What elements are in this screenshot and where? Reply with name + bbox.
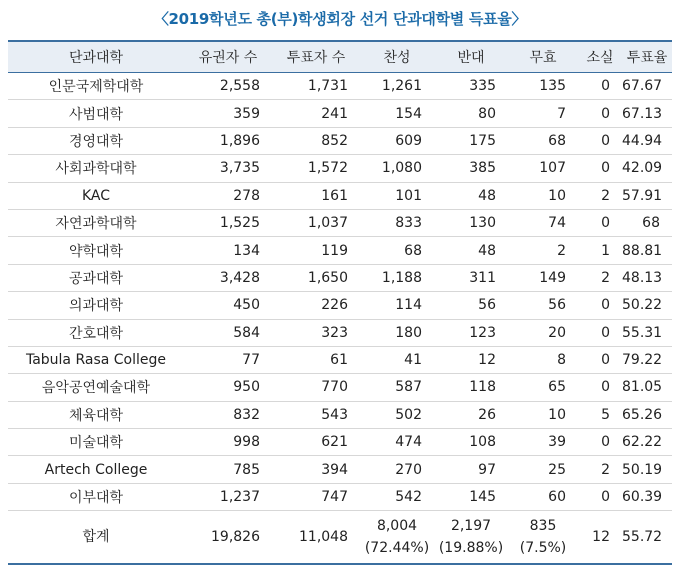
yes-count: 114 (360, 292, 434, 319)
invalid-count: 56 (508, 292, 578, 319)
turnout-rate: 62.22 (622, 429, 672, 456)
voters-count: 1,525 (184, 209, 272, 236)
voters-count: 950 (184, 374, 272, 401)
table-row (8, 401, 672, 428)
header-rate: 투표율 (626, 50, 668, 66)
invalid-count: 65 (508, 374, 578, 401)
total-yes-pct: (72.44%) (364, 540, 430, 557)
college-name: 음악공연예술대학 (8, 374, 184, 401)
voters-count: 832 (184, 401, 272, 428)
voters-count: 785 (184, 456, 272, 483)
turnout-rate: 79.22 (622, 346, 672, 373)
table-row (8, 100, 672, 127)
no-count: 80 (434, 100, 508, 127)
turnout-count: 119 (272, 237, 360, 264)
total-row (8, 511, 672, 565)
table-row (8, 155, 672, 182)
no-count: 311 (434, 264, 508, 291)
header-invalid: 무효 (529, 50, 557, 66)
total-rate: 55.72 (622, 511, 672, 565)
total-no-cell (434, 511, 508, 565)
total-no: 2,197 (450, 518, 492, 535)
lost-count: 0 (578, 319, 622, 346)
turnout-rate: 50.19 (622, 456, 672, 483)
lost-count: 0 (578, 429, 622, 456)
turnout-rate: 65.26 (622, 401, 672, 428)
college-name: 사범대학 (8, 100, 184, 127)
lost-count: 1 (578, 237, 622, 264)
college-name: 자연과학대학 (8, 209, 184, 236)
total-yes: 8,004 (376, 518, 418, 535)
voters-count: 134 (184, 237, 272, 264)
invalid-count: 25 (508, 456, 578, 483)
lost-count: 0 (578, 209, 622, 236)
no-count: 123 (434, 319, 508, 346)
table-row (8, 237, 672, 264)
turnout-count: 394 (272, 456, 360, 483)
turnout-rate: 55.31 (622, 319, 672, 346)
turnout-count: 543 (272, 401, 360, 428)
yes-count: 68 (360, 237, 434, 264)
turnout-rate: 44.94 (622, 127, 672, 154)
total-label: 합계 (8, 511, 184, 565)
turnout-count: 161 (272, 182, 360, 209)
invalid-count: 8 (508, 346, 578, 373)
table-title: 〈2019학년도 총(부)학생회장 선거 단과대학별 득표율〉 (153, 10, 527, 28)
no-count: 335 (434, 73, 508, 100)
header-voters: 유권자 수 (198, 50, 258, 66)
invalid-count: 149 (508, 264, 578, 291)
table-row (8, 292, 672, 319)
header-no: 반대 (457, 50, 485, 66)
voters-count: 1,237 (184, 483, 272, 510)
college-name: 미술대학 (8, 429, 184, 456)
lost-count: 0 (578, 73, 622, 100)
no-count: 108 (434, 429, 508, 456)
table-row (8, 374, 672, 401)
lost-count: 2 (578, 182, 622, 209)
yes-count: 101 (360, 182, 434, 209)
table-row (8, 182, 672, 209)
invalid-count: 107 (508, 155, 578, 182)
invalid-count: 39 (508, 429, 578, 456)
turnout-rate: 67.67 (622, 73, 672, 100)
college-name: 간호대학 (8, 319, 184, 346)
yes-count: 41 (360, 346, 434, 373)
turnout-count: 770 (272, 374, 360, 401)
turnout-count: 241 (272, 100, 360, 127)
turnout-count: 621 (272, 429, 360, 456)
yes-count: 474 (360, 429, 434, 456)
lost-count: 0 (578, 346, 622, 373)
table-row (8, 73, 672, 100)
college-name: 약학대학 (8, 237, 184, 264)
turnout-rate: 50.22 (622, 292, 672, 319)
college-name: 경영대학 (8, 127, 184, 154)
invalid-count: 60 (508, 483, 578, 510)
table-row (8, 483, 672, 510)
invalid-count: 2 (508, 237, 578, 264)
yes-count: 502 (360, 401, 434, 428)
lost-count: 2 (578, 456, 622, 483)
college-name: KAC (8, 182, 184, 209)
lost-count: 2 (578, 264, 622, 291)
invalid-count: 20 (508, 319, 578, 346)
yes-count: 1,188 (360, 264, 434, 291)
no-count: 130 (434, 209, 508, 236)
yes-count: 154 (360, 100, 434, 127)
table-row (8, 319, 672, 346)
yes-count: 587 (360, 374, 434, 401)
turnout-count: 1,037 (272, 209, 360, 236)
table-row (8, 127, 672, 154)
total-no-pct: (19.88%) (438, 540, 504, 557)
turnout-count: 226 (272, 292, 360, 319)
total-turnout: 11,048 (272, 511, 360, 565)
no-count: 12 (434, 346, 508, 373)
college-name: 이부대학 (8, 483, 184, 510)
lost-count: 0 (578, 292, 622, 319)
turnout-rate: 88.81 (622, 237, 672, 264)
no-count: 145 (434, 483, 508, 510)
no-count: 48 (434, 237, 508, 264)
turnout-count: 1,731 (272, 73, 360, 100)
yes-count: 833 (360, 209, 434, 236)
turnout-count: 323 (272, 319, 360, 346)
total-invalid: 835 (529, 518, 557, 535)
lost-count: 0 (578, 374, 622, 401)
yes-count: 180 (360, 319, 434, 346)
voters-count: 3,735 (184, 155, 272, 182)
no-count: 385 (434, 155, 508, 182)
college-name: 인문국제학대학 (8, 73, 184, 100)
college-name: 사회과학대학 (8, 155, 184, 182)
college-name: 의과대학 (8, 292, 184, 319)
yes-count: 1,261 (360, 73, 434, 100)
yes-count: 1,080 (360, 155, 434, 182)
yes-count: 609 (360, 127, 434, 154)
lost-count: 0 (578, 100, 622, 127)
no-count: 97 (434, 456, 508, 483)
voters-count: 278 (184, 182, 272, 209)
turnout-rate: 81.05 (622, 374, 672, 401)
turnout-rate: 68 (622, 209, 672, 236)
yes-count: 270 (360, 456, 434, 483)
table-row (8, 346, 672, 373)
turnout-count: 852 (272, 127, 360, 154)
table-row (8, 264, 672, 291)
voters-count: 2,558 (184, 73, 272, 100)
turnout-count: 747 (272, 483, 360, 510)
invalid-count: 10 (508, 182, 578, 209)
lost-count: 0 (578, 155, 622, 182)
header-yes: 찬성 (383, 50, 411, 66)
total-voters: 19,826 (184, 511, 272, 565)
invalid-count: 135 (508, 73, 578, 100)
voters-count: 359 (184, 100, 272, 127)
turnout-rate: 48.13 (622, 264, 672, 291)
invalid-count: 10 (508, 401, 578, 428)
total-invalid-pct: (7.5%) (519, 540, 567, 557)
voters-count: 998 (184, 429, 272, 456)
turnout-rate: 67.13 (622, 100, 672, 127)
college-name: Artech College (8, 456, 184, 483)
voters-count: 584 (184, 319, 272, 346)
turnout-count: 61 (272, 346, 360, 373)
college-name: 공과대학 (8, 264, 184, 291)
lost-count: 5 (578, 401, 622, 428)
header-row (8, 41, 672, 73)
voters-count: 3,428 (184, 264, 272, 291)
no-count: 56 (434, 292, 508, 319)
turnout-count: 1,650 (272, 264, 360, 291)
table-row (8, 456, 672, 483)
turnout-count: 1,572 (272, 155, 360, 182)
table-row (8, 429, 672, 456)
no-count: 26 (434, 401, 508, 428)
college-name: Tabula Rasa College (8, 346, 184, 373)
no-count: 175 (434, 127, 508, 154)
header-turnout: 투표자 수 (286, 50, 346, 66)
no-count: 118 (434, 374, 508, 401)
turnout-rate: 42.09 (622, 155, 672, 182)
total-invalid-cell (508, 511, 578, 565)
table-row (8, 209, 672, 236)
total-yes-cell (360, 511, 434, 565)
turnout-rate: 57.91 (622, 182, 672, 209)
total-lost: 12 (578, 511, 622, 565)
header-lost: 소실 (586, 50, 614, 66)
lost-count: 0 (578, 483, 622, 510)
college-name: 체육대학 (8, 401, 184, 428)
voters-count: 450 (184, 292, 272, 319)
results-table (8, 40, 672, 565)
no-count: 48 (434, 182, 508, 209)
header-college: 단과대학 (68, 50, 124, 66)
turnout-rate: 60.39 (622, 483, 672, 510)
invalid-count: 68 (508, 127, 578, 154)
lost-count: 0 (578, 127, 622, 154)
voters-count: 77 (184, 346, 272, 373)
invalid-count: 7 (508, 100, 578, 127)
voters-count: 1,896 (184, 127, 272, 154)
invalid-count: 74 (508, 209, 578, 236)
yes-count: 542 (360, 483, 434, 510)
